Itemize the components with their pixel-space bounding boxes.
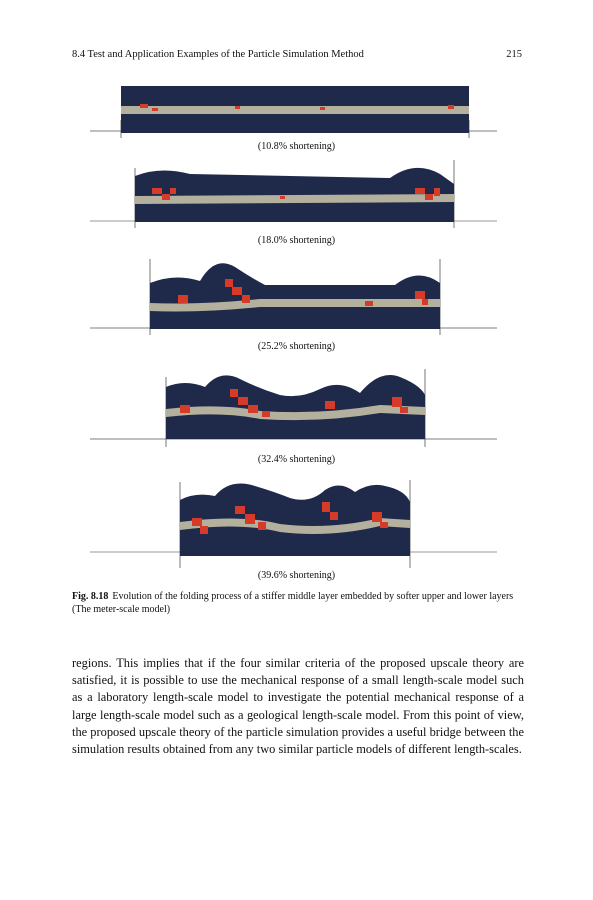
caption-number: Fig. 8.18 [72,591,109,602]
caption-text: Evolution of the folding process of a stiffer middle layer embedded by softer upper and lower layers (The meter-scale model) [72,591,514,615]
panel-4-label: (32.4% shortening) [257,454,336,465]
figure-caption [72,590,524,616]
panel-3 [0,255,593,352]
panel-2 [0,158,593,246]
panel-2-simulation [0,158,593,228]
panel-3-simulation [0,255,593,335]
panel-2-label: (18.0% shortening) [257,235,336,246]
panel-1 [0,80,593,152]
panel-5-label: (39.6% shortening) [257,570,336,581]
panel-1-label: (10.8% shortening) [257,141,336,152]
panel-4-simulation [0,367,593,447]
panel-3-label: (25.2% shortening) [257,341,336,352]
body-paragraph: regions. This implies that if the four similar criteria of the proposed upscale theory are satisfied, it is possible to use the mechanical response of a small length-scale model such as a laboratory length-scale model to investigate the potential mechanical response of a large length-scale model such as a geological length-scale model. From this point of view, the proposed upscale theory of the particle simulation provides a useful bridge between the simulation results obtained from any two similar particle models of different length-scales. [72,656,524,757]
page-number: 215 [506,49,522,60]
section-title: 8.4 Test and Application Examples of the Particle Simulation Method [72,49,364,60]
panel-5 [0,478,593,581]
panel-5-simulation [0,478,593,568]
panel-4 [0,367,593,465]
panel-1-simulation [0,80,593,140]
